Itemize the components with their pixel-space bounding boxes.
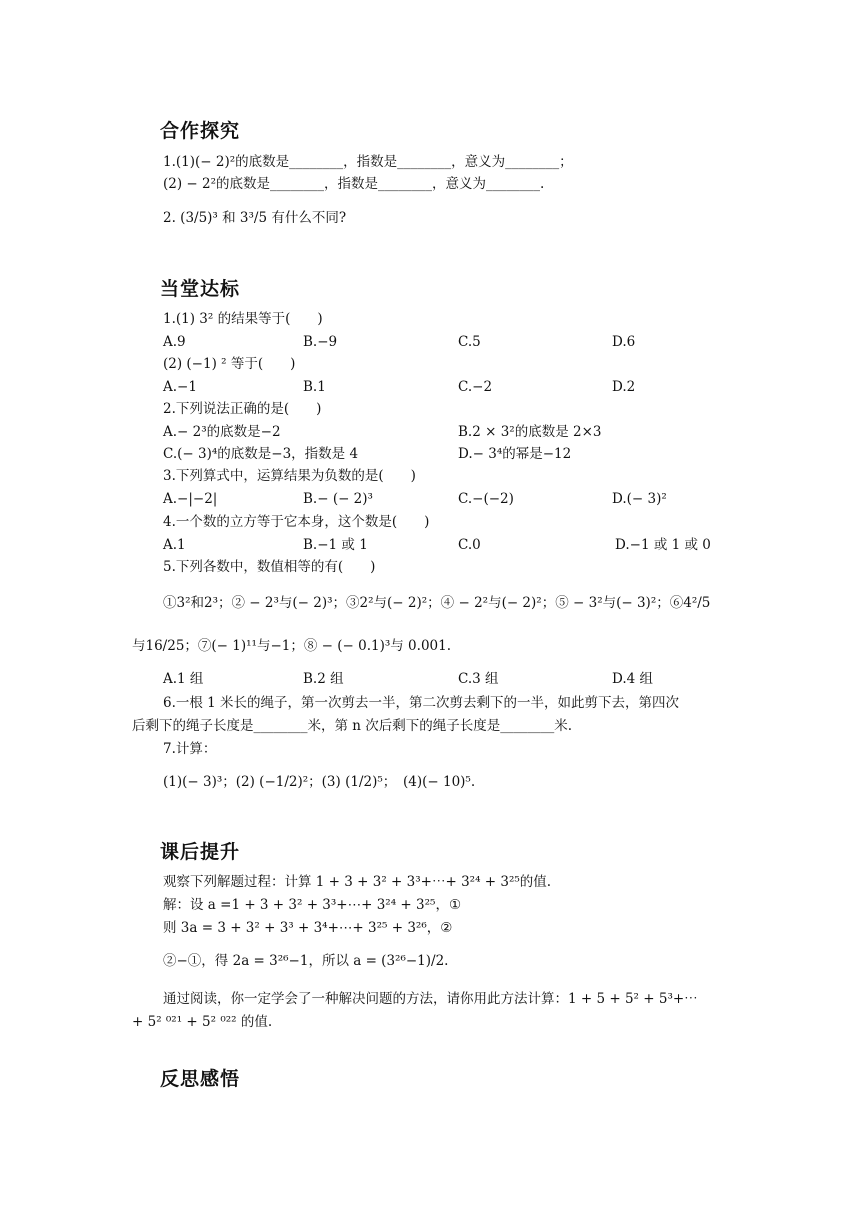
drill-q5-option-b: B.2 组 [303, 671, 344, 687]
drill-q1-1-option-a: A.9 [163, 334, 186, 350]
coop-question-2: 2. (3/5)³ 和 3³/5 有什么不同? [163, 210, 347, 226]
drill-q2: 2.下列说法正确的是( ) [163, 401, 322, 417]
drill-q6-line-1: 6.一根 1 米长的绳子，第一次剪去一半，第二次剪去剩下的一半，如此剪下去，第四次 [163, 695, 680, 711]
lift-line-3: 则 3a = 3 + 3² + 3³ + 3⁴+⋯+ 3²⁵ + 3²⁶，② [163, 920, 453, 936]
drill-q1-1-option-c: C.5 [458, 334, 481, 350]
drill-q3: 3.下列算式中，运算结果为负数的是( ) [163, 468, 416, 484]
drill-q5-option-a: A.1 组 [163, 671, 204, 687]
drill-q4-option-a: A.1 [163, 537, 186, 553]
section-heading-cooperation: 合作探究 [160, 120, 241, 142]
drill-q6-line-2: 后剩下的绳子长度是________米，第 n 次后剩下的绳子长度是________米. [132, 718, 573, 734]
drill-q1-2-option-a: A.−1 [163, 379, 197, 395]
drill-q3-option-d: D.(− 3)² [612, 491, 667, 507]
lift-line-1: 观察下列解题过程：计算 1 + 3 + 3² + 3³+⋯+ 3²⁴ + 3²⁵的值. [163, 874, 552, 890]
drill-q2-option-b: B.2 × 3²的底数是 2×3 [458, 424, 602, 440]
drill-q1-2: (2) (−1) ² 等于( ) [163, 356, 296, 372]
drill-q5-option-d: D.4 组 [612, 671, 654, 687]
drill-q4-option-c: C.0 [458, 537, 481, 553]
drill-q4-option-d: D.−1 或 1 或 0 [615, 537, 711, 553]
drill-q4-option-b: B.−1 或 1 [303, 537, 368, 553]
coop-question-1a: 1.(1)(− 2)²的底数是________，指数是________，意义为________； [163, 154, 573, 170]
drill-q1-1-option-d: D.6 [612, 334, 636, 350]
coop-question-1b: (2) − 2²的底数是________，指数是________，意义为________. [163, 176, 545, 192]
section-heading-after-class: 课后提升 [160, 841, 241, 863]
lift-line-5: 通过阅读，你一定学会了一种解决问题的方法，请你用此方法计算：1 + 5 + 5² + 5³+⋯ [163, 991, 698, 1007]
lift-line-6: + 5² ⁰²¹ + 5² ⁰²² 的值. [132, 1014, 273, 1030]
section-heading-in-class: 当堂达标 [160, 278, 241, 300]
lift-line-4: ②−①，得 2a = 3²⁶−1，所以 a = (3²⁶−1)/2. [163, 953, 449, 969]
drill-q5-line-2: 与16/25；⑦(− 1)¹¹与−1；⑧ − (− 0.1)³与 0.001. [132, 638, 451, 654]
lift-line-2: 解：设 a =1 + 3 + 3² + 3³+⋯+ 3²⁴ + 3²⁵，① [163, 897, 462, 913]
drill-q4: 4.一个数的立方等于它本身，这个数是( ) [163, 514, 430, 530]
drill-q3-option-b: B.− (− 2)³ [303, 491, 373, 507]
drill-q1-2-option-c: C.−2 [458, 379, 493, 395]
drill-q3-option-a: A.−|−2| [163, 491, 218, 507]
drill-q1-1-option-b: B.−9 [303, 334, 338, 350]
drill-q5-line-1: ①3²和2³；② − 2³与(− 2)³；③2²与(− 2)²；④ − 2²与(− 2)²；⑤ − 3²与(− 3)²；⑥4²/5 [163, 595, 711, 611]
drill-q5: 5.下列各数中，数值相等的有( ) [163, 559, 376, 575]
drill-q7: 7.计算： [163, 741, 217, 757]
drill-q1-1: 1.(1) 3² 的结果等于( ) [163, 311, 323, 327]
drill-q2-option-d: D.− 3⁴的幂是−12 [458, 446, 572, 462]
drill-q1-2-option-b: B.1 [303, 379, 326, 395]
drill-q2-option-c: C.(− 3)⁴的底数是−3，指数是 4 [163, 446, 359, 462]
drill-q7-expressions: (1)(− 3)³；(2) (−1/2)²；(3) (1/2)⁵； (4)(− 10)⁵. [163, 774, 476, 790]
drill-q1-2-option-d: D.2 [612, 379, 636, 395]
drill-q2-option-a: A.− 2³的底数是−2 [163, 424, 281, 440]
drill-q3-option-c: C.−(−2) [458, 491, 514, 507]
section-heading-reflection: 反思感悟 [160, 1068, 241, 1090]
drill-q5-option-c: C.3 组 [458, 671, 499, 687]
